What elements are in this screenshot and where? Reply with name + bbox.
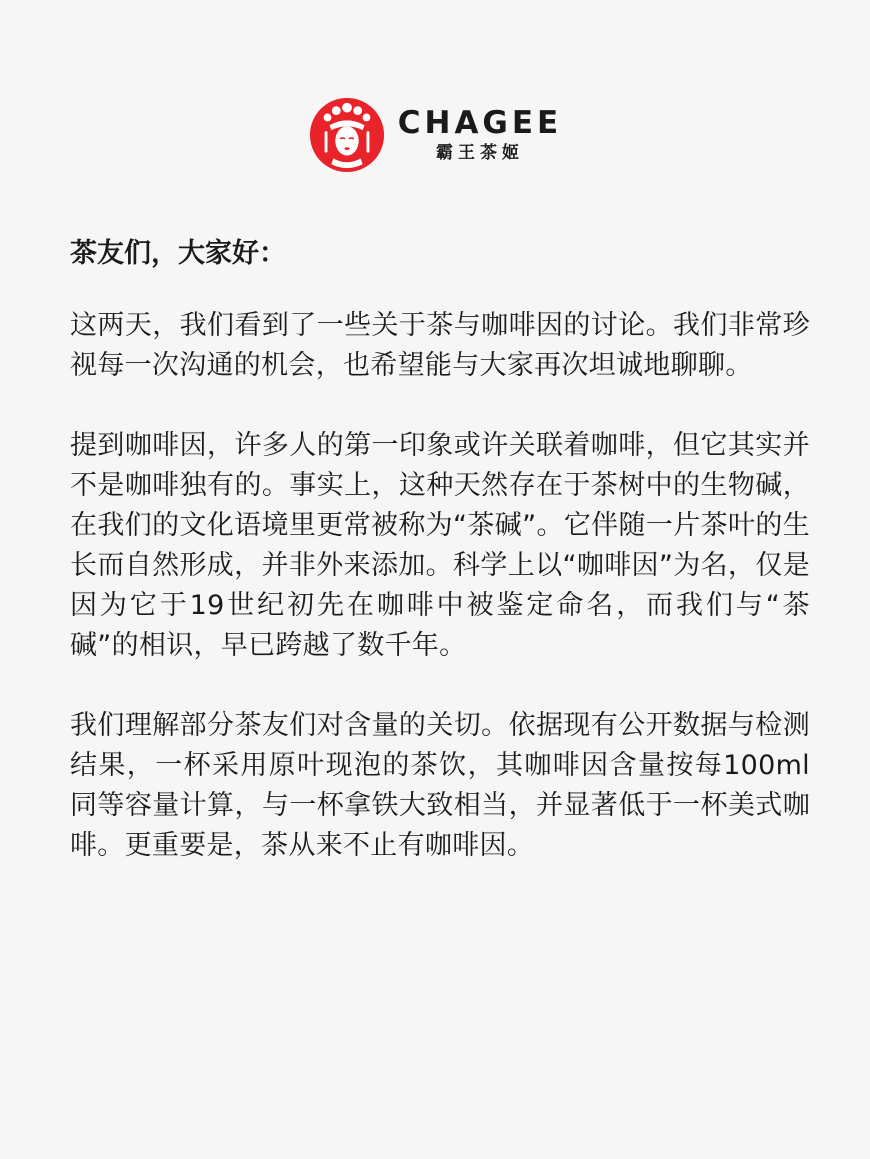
letter-paragraph-3: 我们理解部分茶友们对含量的关切。依据现有公开数据与检测结果，一杯采用原叶现泡的茶饮，其咖啡因含量按每100ml同等容量计算，与一杯拿铁大致相当，并显著低于一杯美式咖啡。更重要是，茶从来不止有咖啡因。 — [70, 710, 810, 861]
letter-body — [70, 228, 810, 866]
brand-name-cn: 霸王茶姬 — [435, 143, 524, 163]
brand-name-en: CHAGEE — [397, 105, 563, 141]
letter-paragraph-2: 提到咖啡因，许多人的第一印象或许关联着咖啡，但它其实并不是咖啡独有的。事实上，这种天然存在于茶树中的生物碱，在我们的文化语境里更常被称为“茶碱”。它伴随一片茶叶的生长而自然形成，并非外来添加。科学上以“咖啡因”为名，仅是因为它于19世纪初先在咖啡中被鉴定命名，而我们与“茶碱”的相识，早已跨越了数千年。 — [70, 430, 810, 661]
opera-queen-logo-icon — [308, 96, 386, 174]
brand-header — [0, 96, 870, 174]
letter-paragraph-1: 这两天，我们看到了一些关于茶与咖啡因的讨论。我们非常珍视每一次沟通的机会，也希望能与大家再次坦诚地聊聊。 — [70, 310, 810, 381]
brand-wordmark — [397, 105, 563, 163]
letter-greeting: 茶友们，大家好： — [70, 238, 286, 269]
